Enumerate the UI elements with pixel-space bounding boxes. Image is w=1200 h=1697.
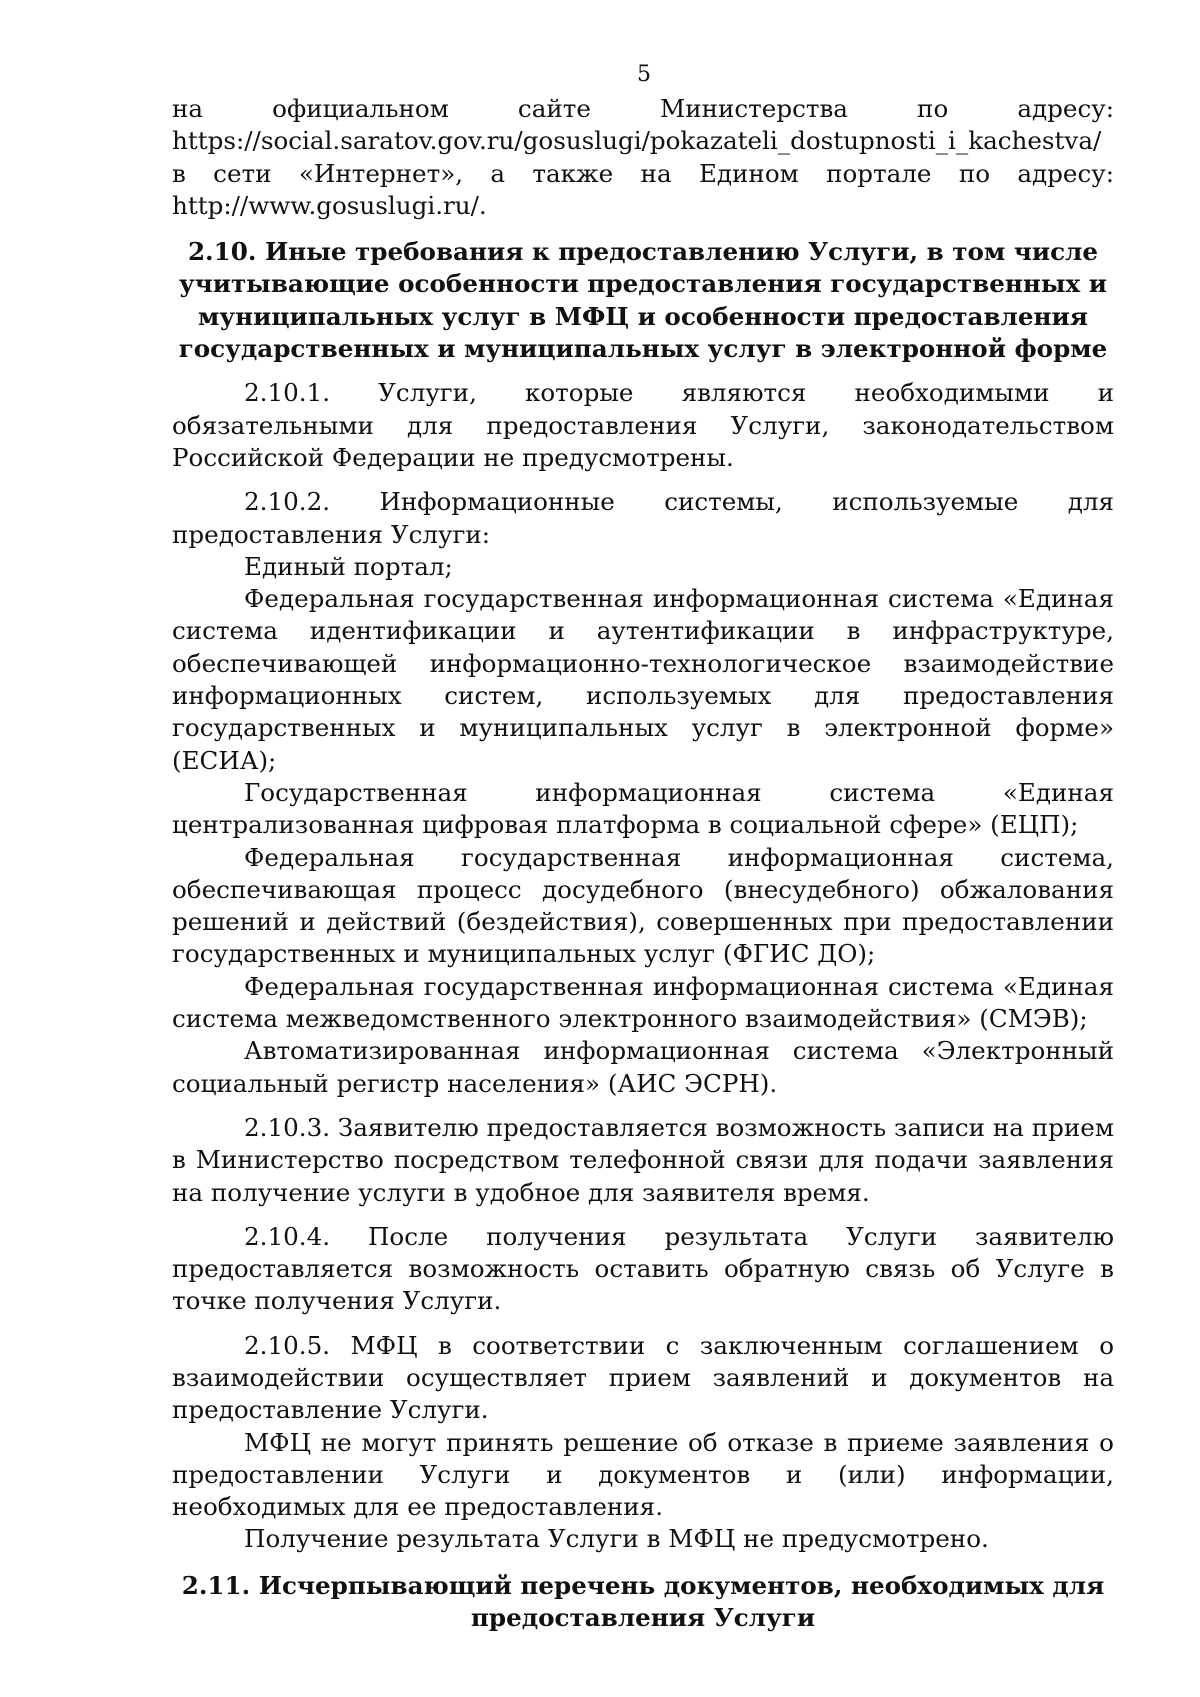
paragraph-mfc-result: Получение результата Услуги в МФЦ не предусмотрено. xyxy=(244,1524,989,1554)
system-item: Федеральная государственная информационная система, обеспечивающая процесс досудебного (внесудебного) обжалования решений и действий (бездействия), совершенных при предоставлении государственных и муниципальных услуг (ФГИС ДО); xyxy=(172,842,1114,969)
heading-line: 2.11. Исчерпывающий перечень документов, необходимых для xyxy=(181,1570,1105,1600)
paragraph-2-10-1: 2.10.1. Услуги, которые являются необходимыми и обязательными для предоставления Услуги, законодательством Российской Федерации не предусмотрены. xyxy=(172,378,1114,472)
system-item: Федеральная государственная информационная система «Единая система межведомственного электронного взаимодействия» (СМЭВ); xyxy=(172,971,1114,1034)
system-item: Государственная информационная система «Единая централизованная цифровая платформа в социальной сфере» (ЕЦП); xyxy=(172,777,1114,840)
paragraph-mfc-refuse: МФЦ не могут принять решение об отказе в приеме заявления о предоставлении Услуги и документов и (или) информации, необходимых для ее предоставления. xyxy=(172,1427,1114,1522)
heading-line: государственных и муниципальных услуг в электронной форме xyxy=(178,334,1108,364)
heading-line: 2.10. Иные требования к предоставлению Услуги, в том числе xyxy=(187,237,1099,267)
system-item: Единый портал; xyxy=(244,551,453,581)
section-heading-2-10 xyxy=(172,236,1114,365)
paragraph-2-10-3: 2.10.3. Заявителю предоставляется возможность записи на прием в Министерство посредством телефонной связи для подачи заявления на получение услуги в удобное для заявителя время. xyxy=(172,1112,1114,1207)
paragraph-2-10-5: 2.10.5. МФЦ в соответствии с заключенным соглашением о взаимодействии осуществляет прием заявлений и документов на предоставление Услуги. xyxy=(172,1330,1114,1425)
section-heading-2-11 xyxy=(172,1570,1114,1635)
paragraph-2-10-2: 2.10.2. Информационные системы, используемые для предоставления Услуги: xyxy=(172,487,1114,549)
document-page xyxy=(172,60,1114,1646)
paragraph-2-10-4: 2.10.4. После получения результата Услуги заявителю предоставляется возможность оставить обратную связь об Услуге в точке получения Услуги. xyxy=(172,1221,1114,1316)
system-item: Автоматизированная информационная система «Электронный социальный регистр населения» (АИС ЭСРН). xyxy=(172,1036,1114,1098)
intro-paragraph: на официальном сайте Министерства по адресу: https://social.saratov.gov.ru/gosuslugi/pokazateli_dostupnosti_i_kachestva/ в сети «Интернет», а также на Едином портале по адресу: http://www.gosuslugi.ru/. xyxy=(172,94,1114,220)
page-number: 5 xyxy=(637,62,651,87)
heading-line: предоставления Услуги xyxy=(470,1603,816,1633)
system-item: Федеральная государственная информационная система «Единая система идентификации и аутентификации в инфраструктуре, обеспечивающей информационно-технологическое взаимодействие информационных систем, используемых для предоставления государственных и муниципальных услуг в электронной форме» (ЕСИА); xyxy=(172,584,1114,775)
heading-line: муниципальных услуг в МФЦ и особенности предоставления xyxy=(198,301,1088,331)
heading-line: учитывающие особенности предоставления государственных и xyxy=(178,269,1108,299)
